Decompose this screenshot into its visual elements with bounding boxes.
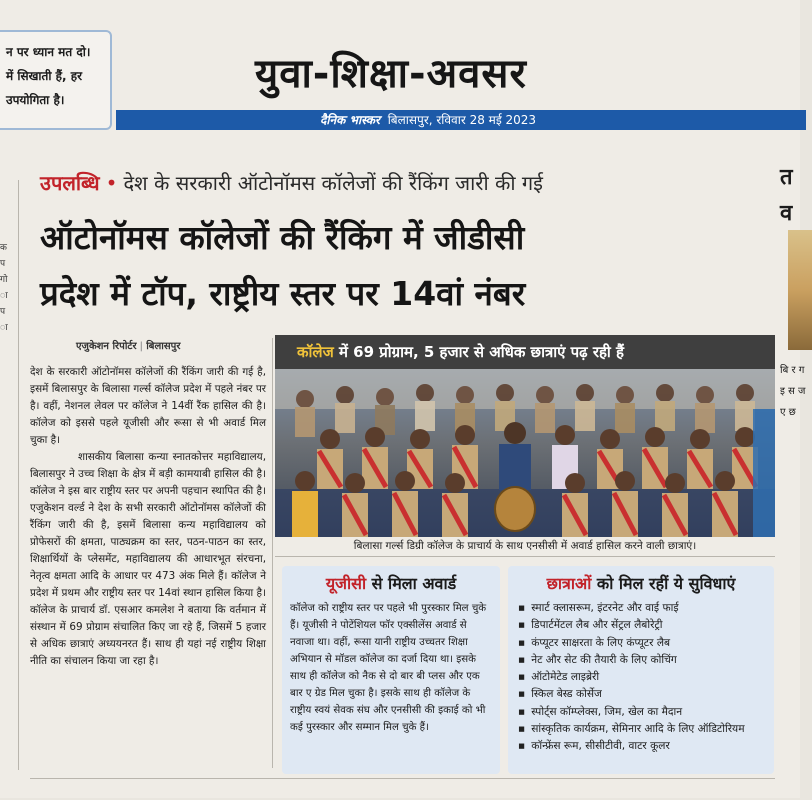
article-paragraph: देश के सरकारी ऑटोनॉमस कॉलेजों की रैंकिंग जारी की गई है, इसमें बिलासपुर के बिलासा गर्ल्स कॉलेज प्रदेश में पहले नंबर पर है। वहीं, नेशनल लेवल पर कॉलेज ने 14वीं रैंक हासिल की है। कॉलेज को इससे पहले यूजीसी और रूसा से भी अवार्ड मिल चुका है। [30,366,266,446]
list-item: ▪ स्पोर्ट्स कॉम्प्लेक्स, जिम, खेल का मैदान [518,704,764,721]
clipped-right-column [780,160,810,800]
headline-line: ऑटोनॉमस कॉलेजों की रैंकिंग में जीडीसी [40,218,525,257]
list-item: ▪ स्किल बेस्ड कोर्सेज [518,686,764,703]
facilities-box-title [518,572,764,594]
list-item: ▪ डिपार्टमेंटल लैब और सेंट्रल लैबोरेट्री [518,617,764,634]
section-rule [275,556,775,557]
photo-caption: बिलासा गर्ल्स डिग्री कॉलेज के प्राचार्य के साथ एनसीसी में अवार्ड हासिल करने वाली छात्राएं। [353,540,697,552]
clipped-text: बि र ग इ स ज ए छ [780,365,806,418]
clipped-left-column: क प गो ा प ा [0,243,8,333]
banner-text: में 69 प्रोग्राम, 5 हजार से अधिक छात्राएं पढ़ रही हैं [333,343,624,361]
teaser-line: उपयोगिता है। [6,93,65,107]
byline-city: बिलासपुर [146,341,181,352]
facilities-box [508,566,774,774]
byline-separator: | [139,341,144,352]
column-rule [272,338,273,768]
kicker-text: देश के सरकारी ऑटोनॉमस कॉलेजों की रैंकिंग जारी की गई [123,171,543,195]
ugc-title-rest: से मिला अवार्ड [366,574,457,593]
teaser-box [0,30,112,130]
column-rule [18,180,19,770]
teaser-line: न पर ध्यान मत दो। [6,45,91,59]
facilities-list [518,600,764,756]
photo-banner [275,335,775,369]
teaser-line: में सिखाती हैं, हर [6,69,83,83]
headline-line: प्रदेश में टॉप, राष्ट्रीय स्तर पर 14वां नंबर [40,274,526,313]
story-headline [40,210,770,322]
banner-highlight: कॉलेज [297,343,334,361]
group-photo [275,369,775,537]
newspaper-brand: दैनिक भास्कर [320,113,380,127]
list-item: ▪ कंप्यूटर साक्षरता के लिए कंप्यूटर लैब [518,635,764,652]
group-photo-illustration [275,369,775,537]
byline-reporter: एजुकेशन रिपोर्टर [76,341,137,352]
bullet-icon: • [105,171,118,195]
list-item: ▪ स्मार्ट क्लासरूम, इंटरनेट और वाई फाई [518,600,764,617]
facilities-title-highlight: छात्राओं [546,574,592,593]
ugc-box-title [290,572,492,594]
kicker-label: उपलब्धि [40,171,100,195]
facilities-title-rest: को मिल रहीं ये सुविधाएं [591,574,736,593]
byline [76,338,180,352]
ugc-award-box [282,566,500,774]
dateline-text: बिलासपुर, रविवार 28 मई 2023 [387,113,537,127]
article-paragraph: शासकीय बिलासा कन्या स्नातकोत्तर महाविद्यालय, बिलासपुर ने उच्च शिक्षा के क्षेत्र में बड़ी कामयाबी हासिल की है। कॉलेज ने इस बार राष्ट्रीय स्तर पर अपनी पहचान स्थापित की है। एजुकेशन वर्ल्ड ने देश के सभी सरकारी ऑटोनॉमस कॉलेजों की रैंकिंग जारी की है, इसमें बिलासा कन्य महाविद्यालय को प्रोफेसरों की क्षमता, पाठ्यक्रम का स्तर, पठन-पाठन का स्तर, शिक्षार्थियों के प्लेसमेंट, महाविद्यालय की आधारभूत संरचना, नेतृत्व क्षमता आदि के आधार पर 473 अंक मिले हैं। कॉलेज ने प्रदेश में प्रथम और राष्ट्रीय स्तर पर 14वां स्थान हासिल किया है। कॉलेज के प्राचार्य डॉ. एसआर कमलेश ने बताया कि वर्तमान में संस्थान में 69 प्रोग्राम संचालित किए जा रहे हैं, जिसमें 5 हजार से अधिक छात्राएं अध्ययनरत हैं। साथ ही यहां नई राष्ट्रीय शिक्षा नीति का संचालन किया जा रहा है। [30,451,266,667]
clipped-photo [788,230,812,350]
section-masthead: युवा-शिक्षा-अवसर [255,51,527,97]
ugc-box-body: कॉलेज को राष्ट्रीय स्तर पर पहले भी पुरस्कार मिल चुके हैं। यूजीसी ने पोटेंशियल फॉर एक्सीलेंस अवार्ड से नवाजा था। वहीं, रूसा यानी राष्ट्रीय उच्चतर शिक्षा अभियान से मॉडल कॉलेज का दर्जा दिया था। इसके साथ ही कॉलेज को नैक से दो बार बी प्लस और एक बार ए ग्रेड मिल चुका है। इसके साथ ही कॉलेज के राष्ट्रीय स्वयं सेवक संघ और एनसीसी की इकाई को भी कई पुरस्कार और सम्मान मिल चुके हैं। [290,603,487,733]
section-rule [30,778,775,779]
story-kicker [40,169,543,196]
list-item: ▪ कॉन्फ्रेंस रूम, सीसीटीवी, वाटर कूलर [518,738,764,755]
list-item: ▪ ऑटोमेटेड लाइब्रेरी [518,669,764,686]
clipped-headline: त व [780,165,793,226]
list-item: ▪ सांस्कृतिक कार्यक्रम, सेमिनार आदि के लिए ऑडिटोरियम [518,721,764,738]
article-body [30,364,266,670]
ugc-title-highlight: यूजीसी [325,574,367,593]
dateline [320,110,536,130]
list-item: ▪ नेट और सेट की तैयारी के लिए कोचिंग [518,652,764,669]
